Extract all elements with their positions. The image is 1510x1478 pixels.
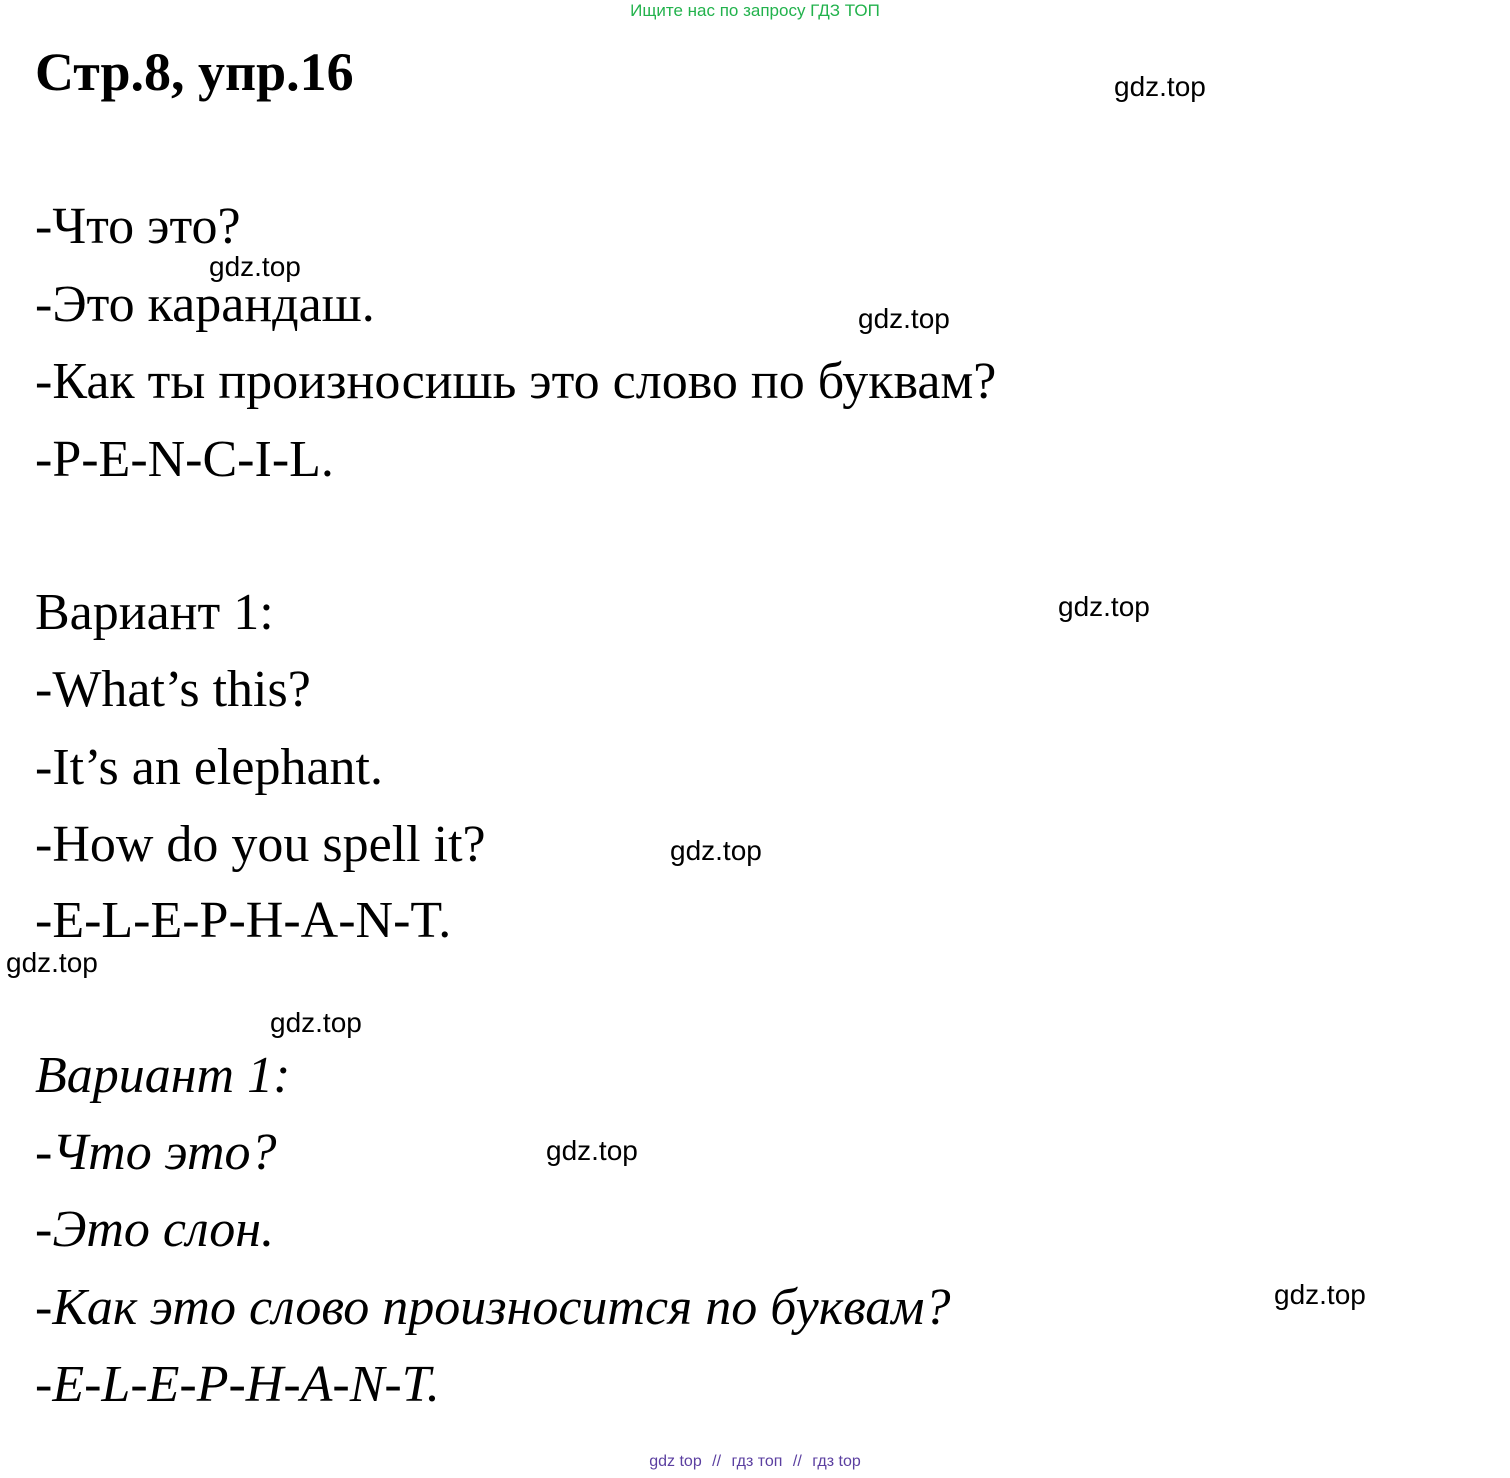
top-banner: Ищите нас по запросу ГДЗ ТОП — [630, 1, 880, 20]
watermark: gdz.top — [209, 251, 301, 282]
watermark: gdz.top — [6, 947, 98, 978]
watermark: gdz.top — [546, 1135, 638, 1166]
footer-link-gdz-top[interactable]: gdz top — [649, 1453, 702, 1470]
footer-separator: // — [792, 1453, 802, 1470]
dialogue-ru-line-2: -Это карандаш. — [35, 276, 375, 333]
variant-en-line-4: -E-L-E-P-H-A-N-T. — [35, 892, 452, 949]
watermark: gdz.top — [670, 835, 762, 866]
dialogue-ru-line-3: -Как ты произносишь это слово по буквам? — [35, 353, 997, 410]
dialogue-ru-line-4: -P-E-N-C-I-L. — [35, 431, 334, 488]
footer-link-gdz-top-mixed[interactable]: гдз top — [812, 1453, 861, 1470]
variant-en-heading: Вариант 1: — [35, 584, 274, 641]
variant-ru-line-1: -Что это? — [35, 1124, 277, 1181]
variant-en-line-3: -How do you spell it? — [35, 816, 486, 873]
variant-ru-line-4: -E-L-E-P-H-A-N-T. — [35, 1356, 440, 1413]
variant-ru-heading: Вариант 1: — [35, 1047, 291, 1104]
variant-en-line-2: -It’s an elephant. — [35, 739, 383, 796]
watermark: gdz.top — [1058, 591, 1150, 622]
watermark: gdz.top — [1114, 71, 1206, 102]
watermark: gdz.top — [858, 303, 950, 334]
watermark: gdz.top — [1274, 1279, 1366, 1310]
variant-ru-line-2: -Это слон. — [35, 1201, 275, 1258]
footer-separator: // — [712, 1453, 722, 1470]
page-title: Стр.8, упр.16 — [35, 42, 354, 102]
footer-link-gdz-top-ru[interactable]: гдз топ — [731, 1453, 783, 1470]
variant-en-line-1: -What’s this? — [35, 661, 311, 718]
dialogue-ru-line-1: -Что это? — [35, 198, 241, 255]
watermark: gdz.top — [270, 1007, 362, 1038]
variant-ru-line-3: -Как это слово произносится по буквам? — [35, 1279, 951, 1336]
footer — [0, 1452, 1510, 1472]
